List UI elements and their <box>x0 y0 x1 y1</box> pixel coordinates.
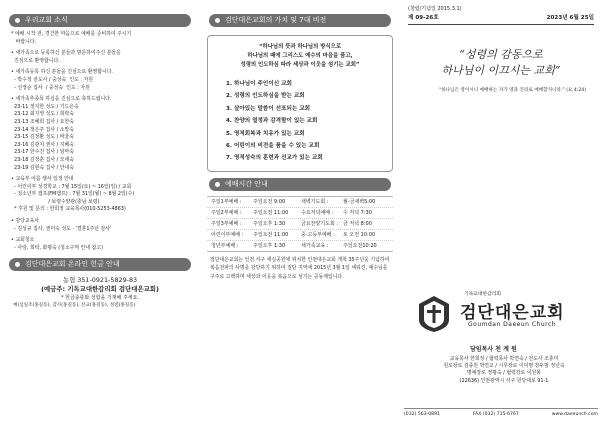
service-time: 토 오전 10:00 <box>343 231 376 238</box>
notice-item: 진심으로 환영합니다. <box>11 57 60 64</box>
notice-item: - 선정순 집사 / 중성숙 인도 : 자원 <box>11 84 90 91</box>
church-emblem-icon <box>416 294 452 334</box>
vision-list <box>216 78 384 165</box>
offering-note: * 헌금종류와 성함을 기재해 주세요. <box>60 295 140 302</box>
vision-quote <box>216 43 384 70</box>
vision-box <box>207 35 393 172</box>
vision-item: 5. 영적회복과 치유가 있는 교회 <box>226 130 305 137</box>
vision-item: 4. 찬양의 열정과 감격함이 있는 교회 <box>226 118 318 125</box>
service-row <box>207 197 393 207</box>
notice-item: 23-16 김광지 권사 / 지베숙 <box>11 141 74 148</box>
service-name: 금요찬양기도회 : <box>301 220 339 227</box>
staff-line: 교육목사 한희정 / 협력목사 박연숙 / 전도사 조충미 <box>449 356 559 362</box>
notice-item: • 감당교육사 <box>11 218 40 225</box>
notice-panel <box>0 0 200 424</box>
theme-line: “성령의 감동으로 <box>459 48 543 61</box>
service-time: 주일오전 11:00 <box>253 231 289 238</box>
vision-quote-line: 하나님의 때에 그리스도 예수의 마음을 품고, <box>247 53 353 59</box>
staff-line: 원로장로 김종원 박연교 / 시무장로 이덕명 장두범 정년숙 <box>443 363 565 370</box>
service-name: 수요저녁예배 : <box>301 209 334 216</box>
service-name: 주일3부예배 : <box>211 220 242 227</box>
issue-number: 제 09-26호 <box>408 15 439 21</box>
offering-account: 농협 351-0921-5829-83 <box>62 276 138 285</box>
vision-section-title: 검단대은교회의 가치 및 7대 비전 <box>209 14 391 27</box>
notice-item: * 예배 시작 전, 경건한 마음으로 예배를 준비하여 주시기 <box>11 31 132 37</box>
notice-item: 23-13 조혜희 집사 / 요한숙 <box>11 118 74 125</box>
service-row <box>207 218 393 229</box>
notice-item: / 보령수양관(충남 보령) <box>11 198 100 205</box>
theme-verse: “하나님은 영이시니 예배하는 자가 영과 진리로 예배할지니라.” (요 4:24) <box>438 88 586 93</box>
notice-item: 23-18 김정훈 집사 / 모세숙 <box>11 156 74 163</box>
notice-item: 23-17 한수진 집사 / 임마숙 <box>11 149 74 156</box>
issue-line <box>408 14 594 25</box>
staff-address: (22636) 인천광역시 서구 원당대로 91-1 <box>459 377 549 384</box>
offering-example: 예)심일조(홍길동), 감사(홍길동), 선교(홍길동), 성전(홍길동) <box>13 303 136 309</box>
contact-footer <box>404 408 598 417</box>
website-link[interactable]: www.daeeunch.com <box>551 412 598 417</box>
vision-item: 7. 영적성숙의 훈련과 선교가 있는 교회 <box>226 155 323 162</box>
notice-item: - 김성규 집사, 권미숙 성도 · '결혼1주년 감사' <box>11 225 112 232</box>
church-intro: 검단대은교회는 인천 서구 세실공원에 위치한 인천대은교회 개척 35주년을 기념하여 복음전파의 사명을 감당하기 위하여 검단 지역에 2015년 3월 1일 세워진, 예수님을 구주로 고백하며 세상과 이웃을 복음으로 섬기는 공동체입니다. <box>210 256 390 281</box>
notice-item: - 어린이부 성경학교 : 7월 15일(토) ~ 16일(일) / 교회 <box>11 183 132 190</box>
vision-quote-line: “하나님의 뜻과 하나님의 방식으로 <box>258 44 342 50</box>
vision-item: 1. 하나님이 주인이신 교회 <box>226 81 292 87</box>
service-time: 수 저녁 7:30 <box>343 209 372 216</box>
service-row <box>207 240 393 251</box>
notice-item: • 새가족추종목 하실을 진심으로 축하드립니다. <box>11 96 112 103</box>
service-name: 청년부예배 : <box>211 242 239 249</box>
senior-pastor: 담임목사 천 계 원 <box>470 346 517 353</box>
notice-item: 23-19 김현숙 집사 / 안내숙 <box>11 164 74 171</box>
notice-item: 23-14 정은주 집사 / 소망숙 <box>11 126 74 133</box>
service-row <box>207 229 393 240</box>
offering-holder: (예금주: 기독교대한감리회 검단대은교회) <box>41 285 159 294</box>
service-time: 주일오후 1:30 <box>253 242 286 249</box>
notice-item: 23-12 최지영 성도 / 희락숙 <box>11 111 74 118</box>
service-name: 어린이부예배 : <box>211 231 244 238</box>
vision-item: 6. 어린이의 비전을 품을 수 있는 교회 <box>226 143 320 150</box>
notice-section-title: 우리교회 소식 <box>9 14 191 27</box>
notice-item: - 사랑, 희락, 화평숙 (청소구역 안내 참고) <box>11 244 103 251</box>
theme-line: 하나님이 이끄시는 교회” <box>441 64 561 77</box>
header-line <box>408 6 594 13</box>
service-name: 주일1부예배 : <box>211 198 242 205</box>
issue-date: 2023년 6월 25일 <box>546 15 594 21</box>
vision-quote-line: 성령의 인도하심 따라 세상과 이웃을 섬기는 교회” <box>240 62 360 68</box>
vision-item: 3. 살아있는 말씀이 선포되는 교회 <box>226 105 311 112</box>
offering-info <box>7 276 193 310</box>
staff-line: 명예장로 정평숙 / 협력장로 이원봉 <box>466 370 541 377</box>
notice-item: • 교육부 여름 행사 일정 안내 <box>11 176 74 183</box>
service-time: 금 저녁 8:00 <box>343 220 372 227</box>
service-name: 새가족교육 : <box>301 242 329 249</box>
registration-info: (창립/기념일 2015.3.1) <box>408 6 462 12</box>
service-name: 새벽기도회 : <box>301 198 329 205</box>
service-time: 주일오전 11:00 <box>253 209 289 216</box>
service-name: 중·고등부예배 : <box>301 231 335 238</box>
service-row <box>207 207 393 218</box>
phone-number: (032) 563-0891 <box>404 412 440 417</box>
church-name-english: Goumdan Daeeun Church <box>468 321 557 328</box>
notice-item: - 청소년부 캠프(FM캠프) : 7월 31일(월) ~ 8월 2일(수) <box>11 191 135 198</box>
offering-section-title: 검단대은교회 온라인 헌금 안내 <box>9 258 191 271</box>
notice-item: 23-15 김정환 성도 / 바울숙 <box>11 134 74 141</box>
notice-item: 바랍니다. <box>11 38 37 45</box>
church-theme <box>408 47 594 79</box>
staff-list <box>412 356 596 385</box>
service-time: 주일오후 1:30 <box>253 220 286 227</box>
vision-item: 2. 성령의 인도하심을 받는 교회 <box>226 93 305 100</box>
notice-item: • 새가족등록 하신 분들을 진심으로 환영합니다. <box>11 69 113 76</box>
notice-item: - 박수정 전도사 / 중성숙 인도 : 자원 <box>11 76 94 83</box>
service-time: 주일오전10:20 <box>343 242 377 249</box>
notice-item: 23-11 정지한 성도 / 기드온숙 <box>11 103 79 110</box>
notice-item: * 후원 및 문의 : 한희정 교육목사(010-5253-4863) <box>11 206 126 213</box>
vision-panel <box>200 0 400 424</box>
service-name: 주일2부예배 : <box>211 209 242 216</box>
notice-item: • 새가족으로 등록하신 분들과 방문하여주신 분들을 <box>11 50 121 57</box>
denomination-name: 기독교대한감리회 <box>464 292 502 297</box>
service-table <box>207 196 393 252</box>
notice-list <box>7 31 193 252</box>
service-time: 월-금새벽5:00 <box>343 198 376 205</box>
notice-item: • 교회청소 <box>11 237 35 244</box>
fax-number: FAX (032) 715-6767 <box>472 412 519 417</box>
church-name: 검단대은교회 <box>460 303 565 323</box>
service-section-title: 예배시간 안내 <box>209 178 391 191</box>
service-time: 주일오전 9:00 <box>253 198 286 205</box>
